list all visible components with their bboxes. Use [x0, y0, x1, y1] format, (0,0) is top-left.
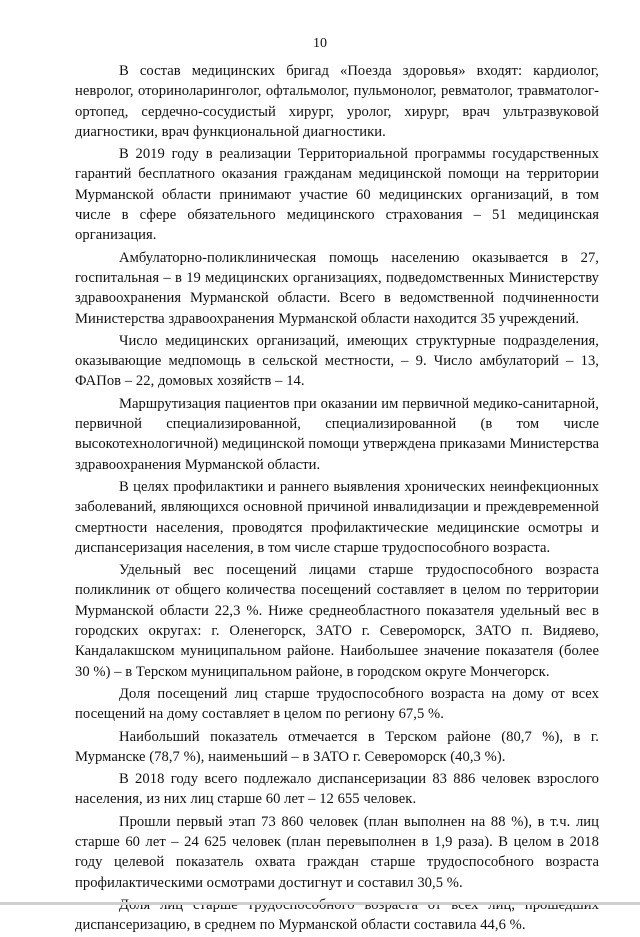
paragraph-patient-routing: Маршрутизация пациентов при оказании им первичной медико-санитарной, первичной специализированной, специализированной (в том числе высокотехнологичной) медицинской помощи утверждена приказами Министерства здравоохранения Мурманской области.: [75, 395, 599, 473]
paragraph-first-stage: Прошли первый этап 73 860 человек (план выполнен на 88 %), в т.ч. лиц старше 60 лет – 24 625 человек (план перевыполнен в 1,9 раза). В целом в 2018 году целевой показатель охвата граждан старше трудоспособного возраста профилактическими осмотрами достигнут и составил 30,5 %.: [75, 813, 599, 891]
paragraph-dispensarization-2018: В 2018 году всего подлежало диспансеризации 83 886 человек взрослого населения, из них лиц старше 60 лет – 12 655 человек.: [75, 771, 599, 808]
paragraph-territorial-program: В 2019 году в реализации Территориальной программы государственных гарантий бесплатного оказания гражданам медицинской помощи на территории Мурманской области принимают участие 60 медицинских организаций, в том числе в сфере обязательного медицинского страхования – 51 медицинская организация.: [75, 146, 599, 244]
document-body: [75, 61, 599, 937]
paragraph-elderly-share: диспансеризацию, в среднем по Мурманской области составила 44,6 %.: [75, 917, 526, 934]
page-number: 10: [313, 36, 327, 51]
paragraph-prevention: В целях профилактики и раннего выявления хронических неинфекционных заболеваний, являющихся основной причиной инвалидизации и преждевременной смертности населения, проводятся профилактические медицинские осмотры и диспансеризация населения, в том числе старше трудоспособного возраста.: [75, 478, 599, 556]
paragraph-outpatient-care: Амбулаторно-поликлиническая помощь населению оказывается в 27, госпитальная – в 19 медицинских организациях, подведомственных Министерству здравоохранения Мурманской области. Всего в ведомственной подчиненности Министерства здравоохранения Мурманской области находится 35 учреждений.: [75, 249, 599, 327]
paragraph-visits-share: Удельный вес посещений лицами старше трудоспособного возраста поликлиник от общего количества посещений составляет в целом по территории Мурманской области 22,3 %. Ниже среднеобластного показателя удельный вес в городских округах: г. Оленегорск, ЗАТО г. Североморск, ЗАТО п. Видяево, Кандалакшском муниципальном районе. Наибольшее значение показателя (более 30 %) – в Терском муниципальном районе, в городском округе Мончегорск.: [75, 562, 599, 680]
paragraph-rural-organizations: Число медицинских организаций, имеющих структурные подразделения, оказывающие медпомощь в сельской местности, – 9. Число амбулаторий – 13, ФАПов – 22, домовых хозяйств – 14.: [75, 332, 599, 390]
paragraph-highest-indicator: Наибольший показатель отмечается в Терском районе (80,7 %), в г. Мурманске (78,7 %), наименьший – в ЗАТО г. Североморск (40,3 %).: [75, 728, 599, 765]
paragraph-medical-brigades: В состав медицинских бригад «Поезда здоровья» входят: кардиолог, невролог, оториноларинголог, офтальмолог, пульмонолог, ревматолог, травматолог-ортопед, сердечно-сосудистый хирург, уролог, хирург, врач ультразвуковой диагностики, врач функциональной диагностики.: [75, 63, 599, 140]
paragraph-home-visits: Доля посещений лиц старше трудоспособного возраста на дому от всех посещений на дому составляет в целом по региону 67,5 %.: [75, 685, 599, 723]
